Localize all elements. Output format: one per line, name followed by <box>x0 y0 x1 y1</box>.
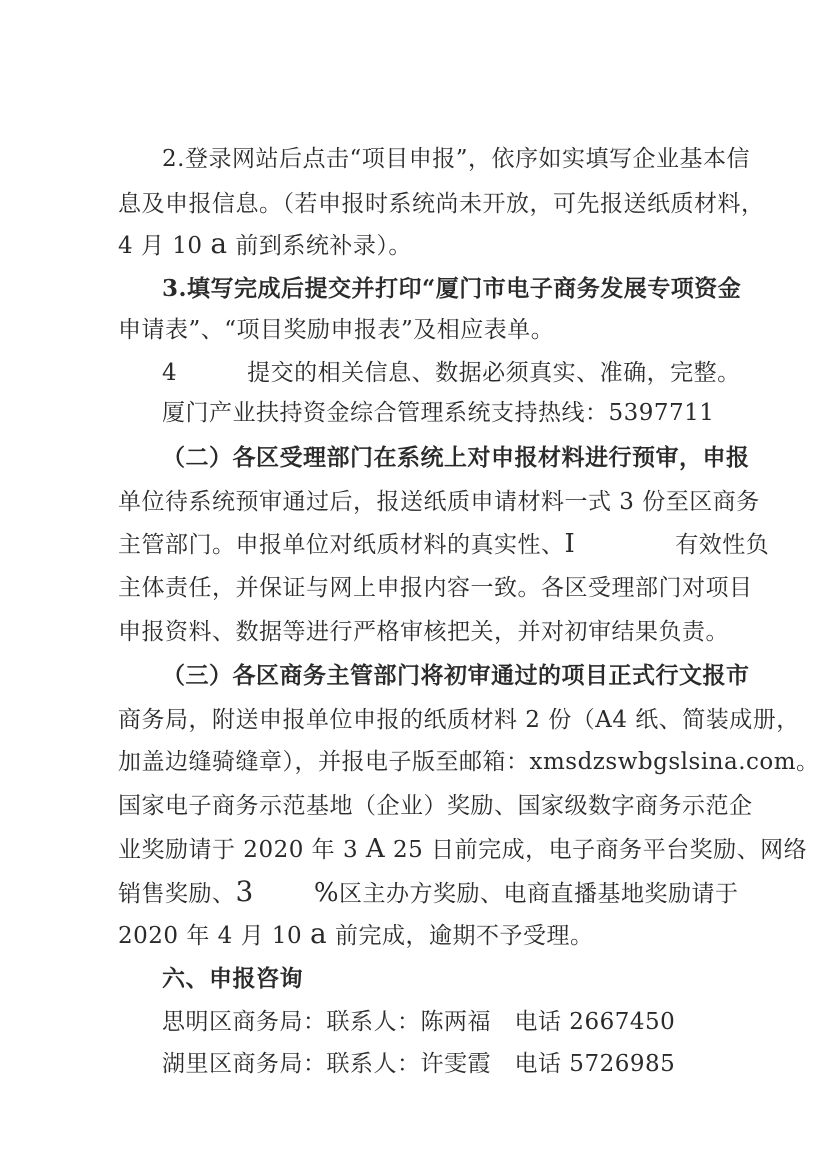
text-run: 思明区商务局：联系人：陈两福 电话 2667450 <box>162 1009 676 1035</box>
text-run: 国家电子商务示范基地（企业）奖励、国家级数字商务示范企 <box>118 793 753 819</box>
contact-line <box>162 1047 675 1081</box>
text-line <box>118 745 820 779</box>
contact-line <box>162 1005 675 1039</box>
text-line <box>118 703 800 737</box>
text-run: 区主办方奖励、电商直播基地奖励请于 <box>339 881 739 907</box>
text-line <box>118 187 765 221</box>
text-line <box>162 272 741 306</box>
text-line <box>118 789 753 823</box>
text-run: 4 <box>162 360 178 386</box>
text-run: 单位待系统预审通过后，报送纸质申请材料一式 3 份至区商务 <box>118 489 760 515</box>
text-run: 湖里区商务局：联系人：许雯霞 电话 5726985 <box>162 1051 676 1077</box>
text-run: 加盖边缝骑缝章），并报电子版至邮箱：xmsdzswbgslsina.com。 <box>118 749 820 775</box>
text-line <box>118 571 753 605</box>
text-run: 有效性负 <box>675 532 770 558</box>
text-run: 销售奖励、 <box>118 881 236 907</box>
text-line <box>118 227 412 261</box>
text-line <box>118 875 739 909</box>
text-run: 六、申报咨询 <box>162 965 303 992</box>
text-run: 提交的相关信息、数据必须真实、准确，完整。 <box>247 360 741 386</box>
text-run: % <box>313 878 340 908</box>
text-run: 主体责任，并保证与网上申报内容一致。各区受理部门对项目 <box>118 575 753 601</box>
text-line <box>162 396 714 430</box>
text-line <box>162 142 750 176</box>
text-run: I <box>564 529 576 559</box>
text-line <box>118 313 554 347</box>
text-line <box>118 527 769 561</box>
text-line <box>162 356 741 390</box>
text-run: 2.登录网站后点击“项目申报”，依序如实填写企业基本信 <box>162 146 750 172</box>
text-run: A <box>365 834 386 864</box>
text-line <box>118 615 729 649</box>
text-run: 申报资料、数据等进行严格审核把关，并对初审结果负责。 <box>118 619 729 645</box>
text-run: 前到系统补录）。 <box>227 233 412 259</box>
text-run: 3.填写完成后提交并打印“厦门市电子商务发展专项资金 <box>162 275 742 302</box>
text-run: （二）各区受理部门在系统上对申报材料进行预审，申报 <box>162 444 750 471</box>
text-run: 息及申报信息。（若申报时系统尚未开放，可先报送纸质材料， <box>118 191 765 217</box>
text-run: 25 日前完成，电子商务平台奖励、网络 <box>385 837 808 863</box>
text-run: （三）各区商务主管部门将初审通过的项目正式行文报市 <box>162 662 750 689</box>
text-line <box>118 485 760 519</box>
text-line <box>162 659 750 693</box>
text-run: 业奖励请于 2020 年 3 <box>118 837 366 863</box>
text-run: 3 <box>235 875 254 908</box>
text-run: 申请表”、“项目奖励申报表”及相应表单。 <box>118 317 555 343</box>
text-run: 4 月 10 <box>118 233 211 259</box>
text-run: 主管部门。申报单位对纸质材料的真实性、 <box>118 532 565 558</box>
text-run: 厦门产业扶持资金综合管理系统支持热线：5397711 <box>162 400 715 426</box>
text-line <box>162 441 750 475</box>
text-line <box>118 917 594 951</box>
text-run: 2020 年 4 月 10 <box>118 923 310 949</box>
text-run: 商务局，附送申报单位申报的纸质材料 2 份（A4 纸、简装成册， <box>118 707 800 733</box>
text-run: 前完成，逾期不予受理。 <box>327 923 594 949</box>
section-heading <box>162 962 303 996</box>
text-run: a <box>310 917 328 950</box>
text-line <box>118 832 807 866</box>
text-run: a <box>210 227 228 260</box>
